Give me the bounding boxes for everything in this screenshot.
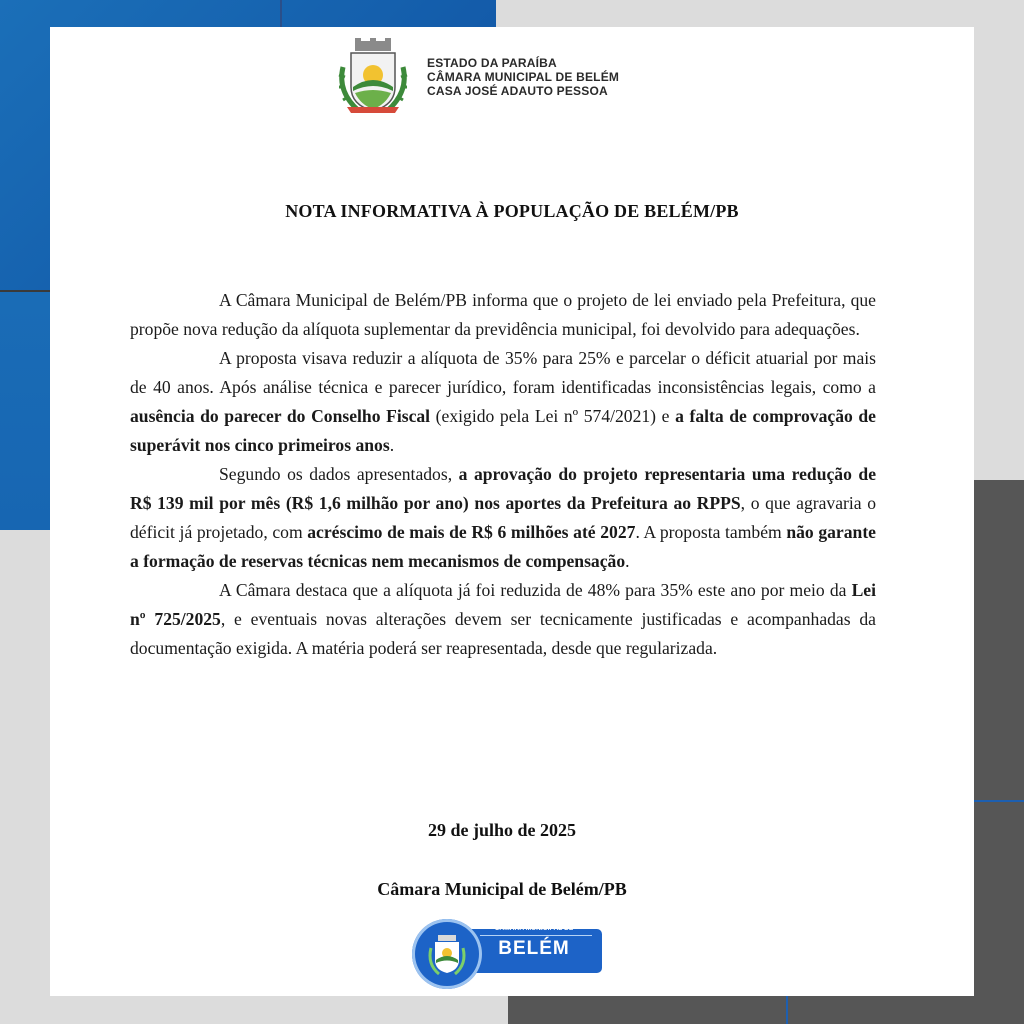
emphasis-text: a aprovação do projeto representaria uma redução de R$ 139 mil por mês (R$ 1,6 milhão por ano) nos aportes da Prefeitura ao RPPS xyxy=(130,464,876,513)
paragraph xyxy=(130,460,876,576)
emphasis-text: Lei nº 725/2025 xyxy=(130,580,876,629)
badge-name: BELÉM xyxy=(498,938,570,959)
emphasis-text: não garante a formação de reservas técnicas nem mecanismos de compensação xyxy=(130,522,876,571)
paragraph-text: , e eventuais novas alterações devem ser tecnicamente justificadas e acompanhadas da documentação exigida. A matéria poderá ser reapresentada, desde que regularizada. xyxy=(130,609,876,658)
badge-divider xyxy=(480,935,592,936)
paragraph xyxy=(130,344,876,460)
paragraph-text: . xyxy=(389,435,395,455)
paragraph-text: Segundo os dados apresentados, xyxy=(219,464,459,484)
paragraph xyxy=(130,286,876,344)
header-chamber: CÂMARA MUNICIPAL DE BELÉM xyxy=(427,70,620,84)
document-date: 29 de julho de 2025 xyxy=(427,820,577,840)
background-divider xyxy=(0,290,50,292)
document-body xyxy=(130,286,876,663)
paragraph-text: . A proposta também xyxy=(635,522,787,542)
paragraph-text: . xyxy=(625,551,630,571)
background-divider xyxy=(786,996,788,1024)
background-divider xyxy=(974,800,1024,802)
paragraph-text: , o que agravaria o déficit já projetado, com xyxy=(130,493,876,542)
background-divider xyxy=(280,0,282,28)
paragraph-text: A proposta visava reduzir a alíquota de 35% para 25% e parcelar o déficit atuarial por mais de 40 anos. Após análise técnica e parecer jurídico, foram identificadas inconsistências legais, como a xyxy=(130,348,876,397)
emphasis-text: acréscimo de mais de R$ 6 milhões até 2027 xyxy=(307,522,636,542)
header-state: ESTADO DA PARAÍBA xyxy=(427,56,557,70)
coat-of-arms-icon xyxy=(333,37,413,117)
background-blue-strip xyxy=(0,292,50,530)
signature: Câmara Municipal de Belém/PB xyxy=(377,879,627,899)
background-grey-block xyxy=(974,480,1024,1024)
emphasis-text: a falta de comprovação de superávit nos cinco primeiros anos xyxy=(130,406,876,455)
document-title: NOTA INFORMATIVA À POPULAÇÃO DE BELÉM/PB xyxy=(285,201,739,221)
letterhead-text xyxy=(427,56,619,98)
chamber-logo-badge xyxy=(412,919,602,989)
paragraph xyxy=(130,576,876,663)
header-house: CASA JOSÉ ADAUTO PESSOA xyxy=(427,84,608,98)
paragraph-text: A Câmara Municipal de Belém/PB informa que o projeto de lei enviado pela Prefeitura, que propõe nova redução da alíquota suplementar da previdência municipal, foi devolvido para adequações. xyxy=(130,290,876,339)
paragraph-text: A Câmara destaca que a alíquota já foi reduzida de 48% para 35% este ano por meio da xyxy=(219,580,852,600)
document-page xyxy=(50,27,974,996)
paragraph-text: (exigido pela Lei nº 574/2021) e xyxy=(430,406,676,426)
emphasis-text: ausência do parecer do Conselho Fiscal xyxy=(130,406,431,426)
badge-caption: CÂMARA MUNICIPAL DE xyxy=(494,925,574,932)
coat-of-arms-icon xyxy=(425,932,469,976)
background-grey-block xyxy=(508,996,1024,1024)
letterhead xyxy=(333,37,619,117)
